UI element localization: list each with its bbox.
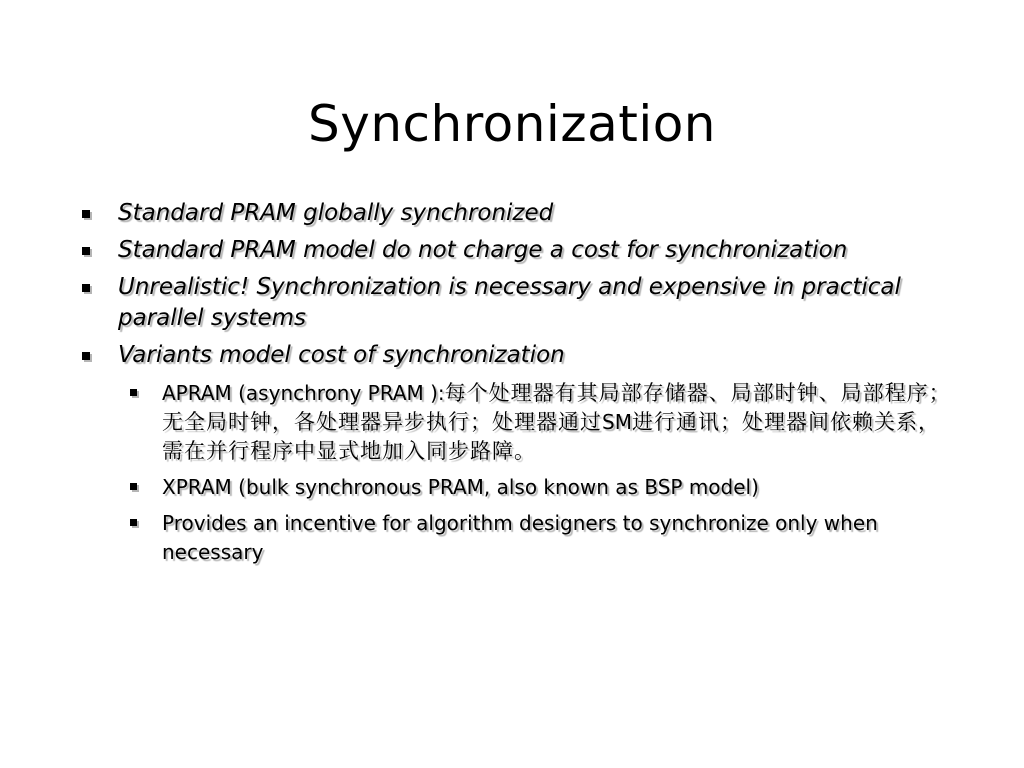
square-bullet-icon [130, 519, 137, 526]
sub-bullet-text-chinese-2: 进行通讯；处理器间依赖关系，需在并行程序中显式地加入同步路障。 [162, 410, 940, 463]
sub-bullet-text: Provides an incentive for algorithm designers to synchronize only when necessary [162, 511, 878, 564]
sub-bullet-text-chinese: 每个处理器有其局部存储器、局部时钟、局部程序；无全局时钟，各处理器异步执行；处理器通过 [162, 381, 951, 434]
sub-bullet-lead: APRAM (asynchrony PRAM ): [162, 381, 445, 405]
bullet-item [78, 198, 958, 229]
bullet-text: Variants model cost of synchronization [118, 342, 565, 368]
slide-title: Synchronization [308, 95, 716, 153]
bullet-text: Standard PRAM model do not charge a cost for synchronization [118, 237, 848, 263]
square-bullet-icon [82, 210, 90, 218]
bullet-list [78, 198, 958, 574]
square-bullet-icon [82, 247, 90, 255]
bullet-text: Unrealistic! Synchronization is necessary and expensive in practical parallel systems [118, 274, 901, 331]
bullet-item [78, 272, 958, 334]
sub-bullet-item [124, 473, 958, 502]
square-bullet-icon [130, 483, 137, 490]
sub-bullet-item [124, 509, 958, 567]
bullet-text: Standard PRAM globally synchronized [118, 200, 554, 226]
sub-bullet-sm: SM [602, 410, 632, 434]
square-bullet-icon [82, 352, 90, 360]
sub-bullet-item [124, 379, 958, 466]
sub-bullet-text: XPRAM (bulk synchronous PRAM, also known as BSP model) [162, 475, 759, 499]
bullet-item [78, 340, 958, 371]
bullet-item [78, 235, 958, 266]
square-bullet-icon [82, 284, 90, 292]
square-bullet-icon [130, 389, 137, 396]
